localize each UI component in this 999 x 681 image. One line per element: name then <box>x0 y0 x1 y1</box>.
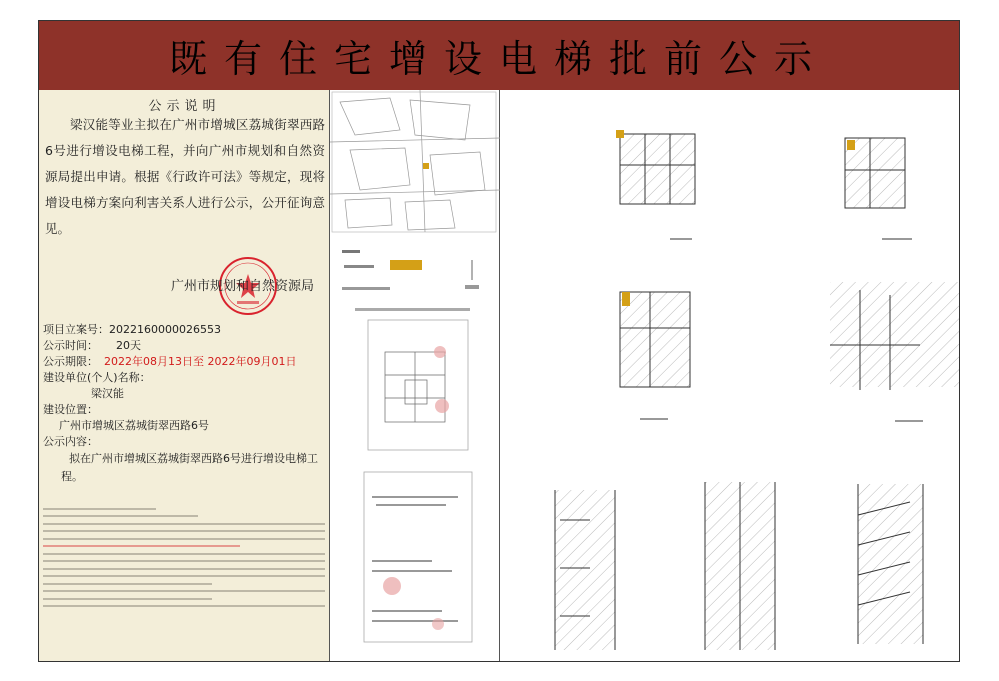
floor-plan-2 <box>845 138 912 240</box>
legend-swatch <box>390 260 422 270</box>
applicant-name: 梁汉能 <box>91 387 124 400</box>
site-legend <box>342 250 479 290</box>
approval-form-sheet <box>364 472 472 642</box>
elevator-shaft <box>622 292 630 306</box>
location-label: 建设位置： <box>43 403 98 416</box>
issuing-authority: 广州市规划和自然资源局 <box>171 279 315 294</box>
applicant-label: 建设单位(个人)名称： <box>43 371 151 384</box>
fine-print-notes <box>43 502 325 613</box>
content-value: 拟在广州市增城区荔城街翠西路6号进行增设电梯工程。 <box>61 452 318 483</box>
title-banner <box>39 21 959 91</box>
elevation-2 <box>705 482 775 650</box>
location-value: 广州市增城区荔城街翠西路6号 <box>59 419 209 432</box>
notice-dates: 公示期限： 2022年08月13日至 2022年09月01日 <box>43 355 297 368</box>
notice-duration: 公示时间： 20天 <box>43 339 141 352</box>
content-label: 公示内容： <box>43 435 98 448</box>
notice-heading: 公示说明 <box>148 99 221 114</box>
page-title: 既有住宅增设电梯批前公示 <box>168 37 829 81</box>
project-number: 项目立案号：2022160000026553 <box>43 323 221 336</box>
site-floorplan-sheet <box>368 320 468 450</box>
site-marker <box>423 163 429 169</box>
site-plan-drawing <box>330 90 500 661</box>
notice-board <box>38 20 960 662</box>
site-map <box>330 90 500 232</box>
elevator-drawings-column <box>500 90 959 661</box>
floor-plan-1 <box>616 130 695 240</box>
elevator-shaft <box>847 140 855 150</box>
floor-plan-3 <box>620 292 690 420</box>
notice-paragraph: 梁汉能等业主拟在广州市增城区荔城街翠西路6号进行增设电梯工程，并向广州市规划和自然资源局提出申请。根据《行政许可法》等规定，现将增设电梯方案向利害关系人进行公示，公开征询意见。 <box>45 117 325 236</box>
site-plan-column <box>330 90 500 661</box>
elevator-drawings <box>500 90 959 661</box>
elevation-1 <box>555 490 698 661</box>
elevator-shaft <box>616 130 624 138</box>
notice-panel <box>39 90 330 661</box>
floor-plan-4 <box>830 282 959 422</box>
elevation-3 <box>858 484 923 644</box>
